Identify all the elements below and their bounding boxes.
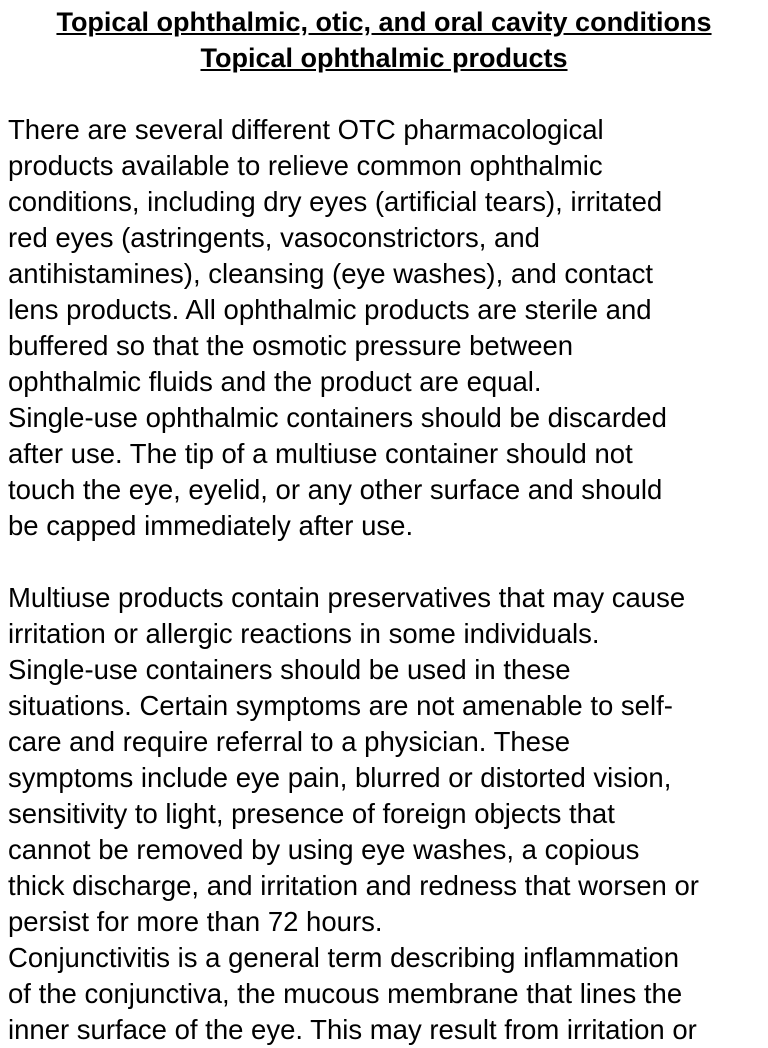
text-line: buffered so that the osmotic pressure between <box>8 330 574 361</box>
paragraph-2 <box>8 580 764 1048</box>
text-line: after use. The tip of a multiuse container should not <box>8 438 633 469</box>
document-body <box>8 112 764 1048</box>
text-line: care and require referral to a physician. These <box>8 726 571 757</box>
text-line: thick discharge, and irritation and redness that worsen or <box>8 870 699 901</box>
text-line: Single-use containers should be used in these <box>8 654 571 685</box>
text-line: conditions, including dry eyes (artificial tears), irritated <box>8 186 663 217</box>
text-line: inner surface of the eye. This may result from irritation or <box>8 1014 697 1045</box>
document-title: Topical ophthalmic, otic, and oral cavity conditions <box>56 7 712 37</box>
paragraph-1 <box>8 112 764 544</box>
text-line: Multiuse products contain preservatives that may cause <box>8 582 686 613</box>
paragraph-spacer <box>8 544 764 580</box>
text-line: Conjunctivitis is a general term describing inflammation <box>8 942 679 973</box>
document-subtitle: Topical ophthalmic products <box>200 43 568 73</box>
text-line: lens products. All ophthalmic products are sterile and <box>8 294 652 325</box>
text-line: cannot be removed by using eye washes, a copious <box>8 834 640 865</box>
text-line: antihistamines), cleansing (eye washes), and contact <box>8 258 654 289</box>
text-line: persist for more than 72 hours. <box>8 906 383 937</box>
text-line: products available to relieve common ophthalmic <box>8 150 603 181</box>
text-line: of the conjunctiva, the mucous membrane that lines the <box>8 978 683 1009</box>
text-line: symptoms include eye pain, blurred or distorted vision, <box>8 762 672 793</box>
text-line: be capped immediately after use. <box>8 510 414 541</box>
text-line: touch the eye, eyelid, or any other surface and should <box>8 474 663 505</box>
text-line: Single-use ophthalmic containers should be discarded <box>8 402 667 433</box>
text-line: irritation or allergic reactions in some individuals. <box>8 618 600 649</box>
text-line: red eyes (astringents, vasoconstrictors, and <box>8 222 540 253</box>
text-line: situations. Certain symptoms are not amenable to self- <box>8 690 673 721</box>
text-line: ophthalmic fluids and the product are equal. <box>8 366 542 397</box>
text-line: sensitivity to light, presence of foreign objects that <box>8 798 615 829</box>
text-line: There are several different OTC pharmacological <box>8 114 604 145</box>
